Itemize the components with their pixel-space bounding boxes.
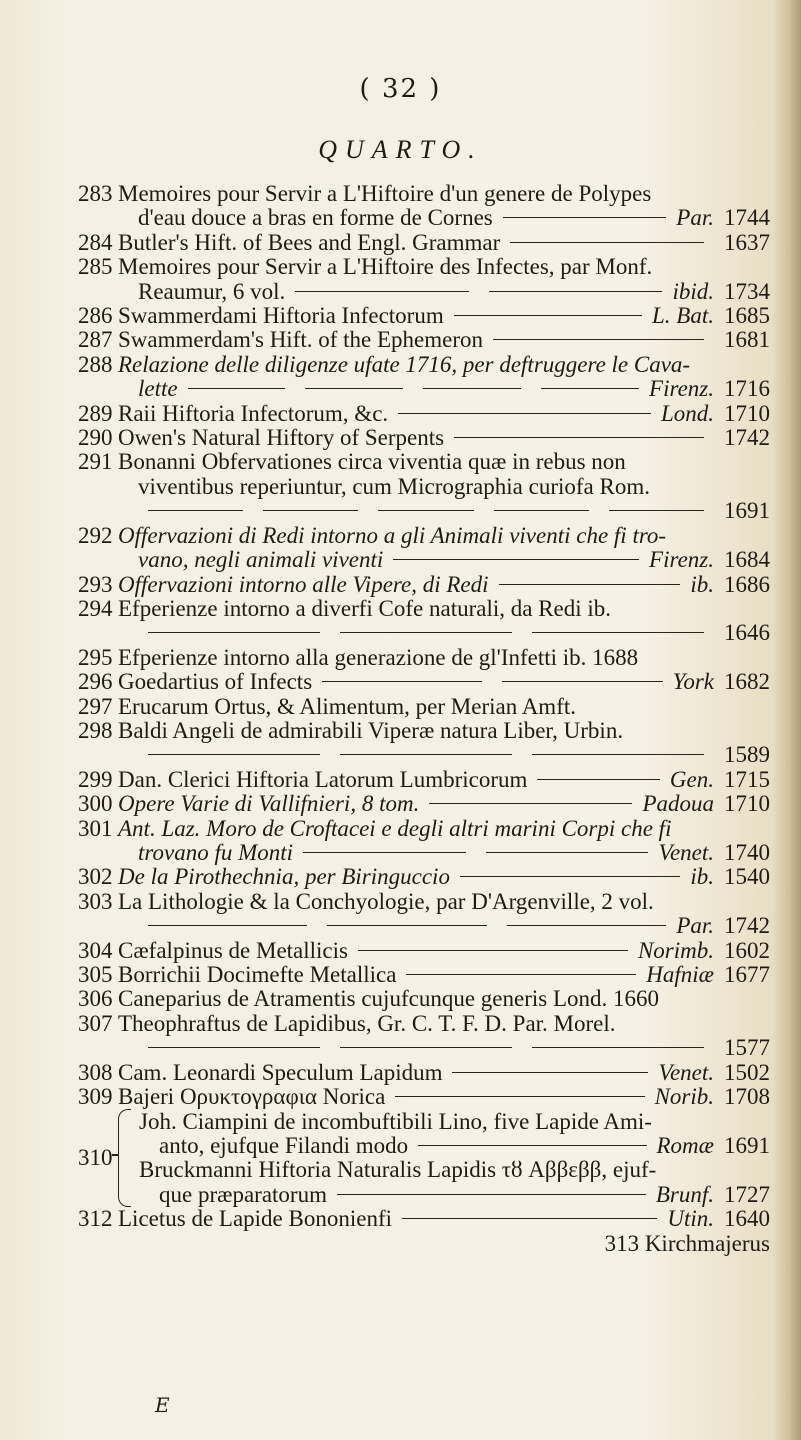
leader-rule	[148, 632, 320, 633]
leader-rule	[305, 388, 403, 389]
catalogue-entry	[78, 817, 770, 866]
entry-place: ibid.	[672, 278, 714, 304]
leader-rule	[423, 388, 521, 389]
entry-body	[118, 719, 770, 768]
entry-line	[118, 499, 770, 523]
entry-place: Padoua	[642, 791, 714, 817]
leader-rule	[148, 510, 243, 511]
entry-line	[118, 621, 770, 645]
catalogue-entry	[78, 402, 770, 426]
catalogue-entry	[78, 1012, 770, 1061]
leader-rule	[402, 1218, 657, 1219]
leader-rule	[406, 974, 636, 975]
entry-text: Swammerdam's Hift. of the Ephemeron	[118, 327, 484, 353]
entry-line	[118, 255, 770, 279]
entry-year: 1589	[724, 742, 770, 768]
entry-text: Licetus de Lapide Bononienfi	[118, 1206, 393, 1232]
leader-rule	[489, 291, 663, 292]
catalogue-entry	[78, 890, 770, 939]
entry-line	[139, 1134, 770, 1158]
leader-rule	[358, 950, 628, 951]
entry-line	[118, 524, 770, 548]
catalogue-entry	[78, 328, 770, 352]
catalogue-entry	[78, 963, 770, 987]
entry-year: 1602	[724, 937, 770, 963]
entry-number: 283	[78, 181, 113, 206]
leader-rule	[148, 1047, 320, 1048]
entry-body	[118, 524, 770, 573]
entry-text: viventibus reperiuntur, cum Micrographia curiofa Rom.	[138, 473, 650, 499]
entry-text: Dan. Clerici Hiftoria Latorum Lumbricorum	[118, 766, 528, 792]
entry-body	[118, 768, 770, 792]
leader-rule	[541, 388, 639, 389]
entry-place: ib.	[690, 864, 714, 890]
entry-year: 1742	[724, 425, 770, 451]
entry-line	[118, 548, 770, 572]
entry-number: 293	[78, 571, 113, 597]
entry-line	[139, 1158, 770, 1182]
leader-rule	[452, 1072, 648, 1073]
printer-signature: E	[155, 1393, 170, 1417]
entry-text: Erucarum Ortus, & Alimentum, per Merian Amft.	[118, 693, 576, 719]
entry-year: 1685	[724, 303, 770, 329]
leader-rule	[188, 388, 286, 389]
leader-rule	[337, 1194, 646, 1195]
entry-year: 1734	[724, 278, 770, 304]
entry-line	[118, 450, 770, 474]
catalogue-entry	[78, 646, 770, 670]
entry-line	[139, 1183, 770, 1207]
entry-line	[118, 743, 770, 767]
leader-rule	[148, 925, 307, 926]
entry-number: 310	[78, 1145, 113, 1171]
entry-text: Cæfalpinus de Metallicis	[118, 937, 348, 963]
entry-line	[118, 939, 770, 963]
catchword-line	[78, 1232, 770, 1256]
catalogue-entry	[78, 1061, 770, 1085]
catalogue-entry	[78, 1207, 770, 1231]
catalogue-entry	[78, 573, 770, 597]
entry-text: lette	[138, 376, 178, 402]
entry-year: 1686	[724, 571, 770, 597]
entry-body	[118, 817, 770, 866]
entry-line	[118, 280, 770, 304]
leader-rule	[494, 510, 589, 511]
entry-place: Utin.	[667, 1206, 714, 1232]
leader-rule	[263, 510, 358, 511]
entry-text: Relazione delle diligenze ufate 1716, per deftruggere le Cava-	[118, 351, 691, 377]
entry-text: anto, ejufque Filandi modo	[159, 1133, 409, 1159]
entry-line	[118, 695, 770, 719]
entry-line	[118, 865, 770, 889]
entry-text: Efperienze intorno a diverfi Cofe naturali, da Redi ib.	[118, 595, 612, 621]
catalogue-entry	[78, 597, 770, 646]
leader-rule	[418, 1145, 646, 1146]
entry-body	[118, 1085, 770, 1109]
entry-text: Offervazioni di Redi intorno a gli Animali viventi che fi tro-	[118, 522, 667, 548]
entry-line	[139, 1110, 770, 1134]
entry-number: 289	[78, 400, 113, 426]
entry-text: Goedartius of Infects	[118, 669, 313, 695]
entry-text: Bonanni Obfervationes circa viventia quæ in rebus non	[118, 449, 626, 475]
entry-line	[118, 573, 770, 597]
leader-rule	[609, 510, 704, 511]
entry-year: 1640	[724, 1206, 770, 1232]
leader-rule	[148, 754, 320, 755]
entry-number: 292	[78, 522, 113, 548]
entry-text: Cam. Leonardi Speculum Lapidum	[118, 1059, 443, 1085]
entry-line	[118, 792, 770, 816]
entry-text: Ant. Laz. Moro de Croftacei e degli altri marini Corpi che fi	[118, 815, 672, 841]
catalogue-entry	[78, 719, 770, 768]
entry-number: 285	[78, 254, 113, 280]
leader-rule	[393, 559, 639, 560]
entry-number: 291	[78, 449, 113, 475]
entry-body	[118, 792, 770, 816]
entry-body	[118, 1012, 770, 1061]
entry-body	[118, 402, 770, 426]
entry-number: 297	[78, 693, 113, 719]
entry-body	[118, 450, 770, 523]
entry-text: Owen's Natural Hiftory of Serpents	[118, 425, 445, 451]
entry-body	[118, 573, 770, 597]
entry-line	[118, 328, 770, 352]
entry-text: Memoires pour Servir a L'Hiftoire des Infectes, par Monf.	[118, 254, 653, 280]
entry-number: 296	[78, 669, 113, 695]
entry-body	[118, 1207, 770, 1231]
leader-rule	[532, 632, 704, 633]
leader-rule	[503, 217, 667, 218]
entry-text: Theophraftus de Lapidibus, Gr. C. T. F. D. Par. Morel.	[118, 1010, 616, 1036]
catalogue-entry	[78, 792, 770, 816]
entry-body	[118, 987, 770, 1011]
entry-number: 284	[78, 229, 113, 255]
entry-year: 1716	[723, 376, 770, 402]
leader-rule	[340, 1047, 512, 1048]
entry-line	[118, 768, 770, 792]
entry-number: 299	[78, 766, 113, 792]
entry-body	[118, 304, 770, 328]
entry-text: Offervazioni intorno alle Vipere, di Redi	[118, 571, 489, 597]
entry-line	[118, 646, 770, 670]
entry-body	[118, 963, 770, 987]
entry-text: Memoires pour Servir a L'Hiftoire d'un genere de Polypes	[118, 181, 652, 206]
catalogue-entry	[78, 865, 770, 889]
leader-rule	[395, 1096, 644, 1097]
entry-line	[118, 206, 770, 230]
entry-place: Venet.	[658, 839, 714, 865]
entry-number: 301	[78, 815, 113, 841]
leader-rule	[493, 339, 704, 340]
entry-text: Swammerdami Hiftoria Infectorum	[118, 303, 444, 329]
entry-line	[118, 817, 770, 841]
entry-place: Gen.	[669, 766, 714, 792]
entry-number: 306	[78, 986, 113, 1012]
entry-place: Hafniæ	[646, 962, 714, 987]
leader-rule	[340, 754, 512, 755]
leader-rule	[507, 925, 666, 926]
entry-number: 302	[78, 864, 113, 890]
catalogue-entry	[78, 524, 770, 573]
entry-line	[118, 670, 770, 694]
entry-line	[118, 987, 770, 1011]
entry-place: York	[672, 669, 714, 695]
leader-rule	[454, 437, 704, 438]
entry-number: 298	[78, 717, 113, 743]
entry-text: Joh. Ciampini de incombuftibili Lino, five Lapide Ami-	[139, 1108, 652, 1134]
catalogue-entry	[78, 768, 770, 792]
entry-year: 1727	[724, 1181, 770, 1207]
catalogue-entry	[78, 304, 770, 328]
entry-number: 295	[78, 644, 113, 670]
entry-number: 303	[78, 888, 113, 914]
entry-year: 1577	[724, 1035, 770, 1061]
entry-text: Reaumur, 6 vol.	[138, 278, 286, 304]
entry-place: Brunf.	[655, 1181, 714, 1207]
entry-line	[118, 719, 770, 743]
entry-number: 305	[78, 962, 113, 987]
leader-rule	[303, 852, 466, 853]
entry-year: 1744	[724, 205, 770, 231]
leader-rule	[460, 876, 680, 877]
leader-rule	[502, 681, 662, 682]
entry-text: La Lithologie & la Conchyologie, par D'Argenville, 2 vol.	[118, 888, 654, 914]
entry-text: Baldi Angeli de admirabili Viperæ natura Liber, Urbin.	[118, 717, 624, 743]
entry-line	[118, 841, 770, 865]
entry-year: 1502	[724, 1059, 770, 1085]
entry-line	[118, 1012, 770, 1036]
entry-line	[118, 1036, 770, 1060]
entry-year: 1740	[724, 839, 770, 865]
catchword: 313 Kirchmajerus	[604, 1230, 770, 1256]
entry-line	[118, 402, 770, 426]
entry-year: 1646	[724, 620, 770, 646]
leader-rule	[532, 754, 704, 755]
entry-number: 294	[78, 595, 113, 621]
bracketed-entry-group	[78, 1109, 770, 1207]
entry-body	[118, 646, 770, 670]
entry-year: 1637	[724, 229, 770, 255]
entry-number: 312	[78, 1206, 113, 1232]
entry-body	[118, 1061, 770, 1085]
entry-place: Norimb.	[637, 937, 714, 963]
leader-rule	[486, 852, 649, 853]
entry-number: 300	[78, 791, 113, 817]
entry-body	[118, 255, 770, 304]
entry-year: 1691	[724, 1133, 770, 1159]
entry-year: 1691	[724, 498, 771, 524]
entry-year: 1715	[724, 766, 770, 792]
catalogue-entry	[78, 670, 770, 694]
entry-line	[118, 182, 770, 206]
entry-body	[118, 426, 770, 450]
group-lines	[139, 1110, 770, 1208]
section-title: QUARTO.	[318, 135, 483, 164]
catalogue-entry	[78, 987, 770, 1011]
entry-year: 1710	[724, 400, 770, 426]
entry-number: 308	[78, 1059, 113, 1085]
entry-body	[118, 670, 770, 694]
entry-line	[118, 353, 770, 377]
leader-rule	[295, 291, 469, 292]
entry-text: Caneparius de Atramentis cujufcunque generis Lond. 1660	[118, 986, 659, 1012]
entry-place: Par.	[676, 913, 715, 939]
entry-year: 1708	[724, 1084, 770, 1110]
entry-year: 1684	[724, 547, 770, 573]
leader-rule	[532, 1047, 704, 1048]
catalogue-entry	[78, 939, 770, 963]
entry-text: Raii Hiftoria Infectorum, &c.	[118, 400, 389, 426]
entry-body	[118, 182, 770, 231]
entry-year: 1742	[724, 913, 771, 939]
entry-line	[118, 304, 770, 328]
entry-body	[118, 353, 770, 402]
entry-text: d'eau douce a bras en forme de Cornes	[138, 205, 493, 231]
entry-place: Lond.	[660, 400, 714, 426]
catalogue-entries	[78, 182, 770, 1256]
entry-body	[118, 939, 770, 963]
entry-place: Romæ	[656, 1133, 714, 1159]
catalogue-entry	[78, 426, 770, 450]
curly-brace	[118, 1109, 131, 1207]
entry-line	[118, 475, 770, 499]
entry-year: 1540	[724, 864, 770, 890]
entry-text: vano, negli animali viventi	[138, 547, 384, 573]
page-number: ( 32 )	[359, 74, 442, 104]
entry-line	[118, 597, 770, 621]
entry-text: que præparatorum	[159, 1181, 327, 1207]
entry-text: Butler's Hift. of Bees and Engl. Grammar	[118, 229, 501, 255]
entry-year: 1682	[724, 669, 770, 695]
leader-rule	[398, 413, 651, 414]
entry-place: Firenz.	[649, 547, 714, 573]
entry-line	[118, 1207, 770, 1231]
entry-number: 309	[78, 1084, 113, 1110]
entry-text: De la Pirothechnia, per Biringuccio	[118, 864, 450, 890]
entry-year: 1681	[724, 327, 770, 353]
catalogue-entry	[78, 353, 770, 402]
entry-body	[118, 865, 770, 889]
catalogue-entry	[78, 255, 770, 304]
entry-place: Par.	[676, 205, 714, 231]
entry-body	[118, 695, 770, 719]
entry-place: Norib.	[654, 1084, 714, 1110]
entry-place: Venet.	[658, 1059, 714, 1085]
entry-number: 304	[78, 937, 113, 963]
entry-text: Bajeri Ορυκτογραφια Norica	[118, 1084, 386, 1110]
entry-line	[118, 377, 770, 401]
leader-rule	[510, 242, 704, 243]
leader-rule	[327, 925, 486, 926]
catalogue-entry	[78, 1085, 770, 1109]
entry-body	[118, 231, 770, 255]
leader-rule	[322, 681, 482, 682]
leader-rule	[340, 632, 512, 633]
entry-number: 288	[78, 351, 113, 377]
entry-text: Borrichii Docimefte Metallica	[118, 962, 397, 987]
page-edge-shadow	[773, 0, 801, 1440]
leader-rule	[537, 779, 660, 780]
catalogue-entry	[78, 450, 770, 523]
entry-year: 1677	[724, 962, 770, 987]
entry-number: 307	[78, 1010, 113, 1036]
entry-year: 1710	[724, 791, 770, 817]
leader-rule	[429, 803, 632, 804]
entry-line	[118, 231, 770, 255]
entry-place: Firenz.	[649, 376, 714, 402]
entry-text: Efperienze intorno alla generazione de gl'Infetti ib. 1688	[118, 644, 639, 670]
catalogue-entry	[78, 231, 770, 255]
entry-text: Opere Varie di Vallifnieri, 8 tom.	[118, 791, 420, 817]
catalogue-entry	[78, 695, 770, 719]
entry-line	[118, 1061, 770, 1085]
entry-line	[118, 963, 770, 987]
entry-number: 286	[78, 303, 113, 329]
entry-place: L. Bat.	[652, 303, 714, 329]
catalogue-entry	[78, 182, 770, 231]
entry-line	[118, 1085, 770, 1109]
entry-line	[118, 890, 770, 914]
entry-body	[118, 890, 770, 939]
entry-text: trovano fu Monti	[138, 839, 294, 865]
entry-text: Bruckmanni Hiftoria Naturalis Lapidis τȣ Αββεββ, ejuf-	[139, 1157, 657, 1183]
entry-number: 287	[78, 327, 113, 353]
entry-body	[118, 597, 770, 646]
leader-rule	[378, 510, 473, 511]
leader-rule	[454, 315, 642, 316]
entry-place: ib.	[690, 571, 714, 597]
leader-rule	[499, 584, 681, 585]
entry-number: 290	[78, 425, 113, 451]
entry-line	[118, 426, 770, 450]
entry-line	[118, 914, 770, 938]
entry-body	[118, 328, 770, 352]
